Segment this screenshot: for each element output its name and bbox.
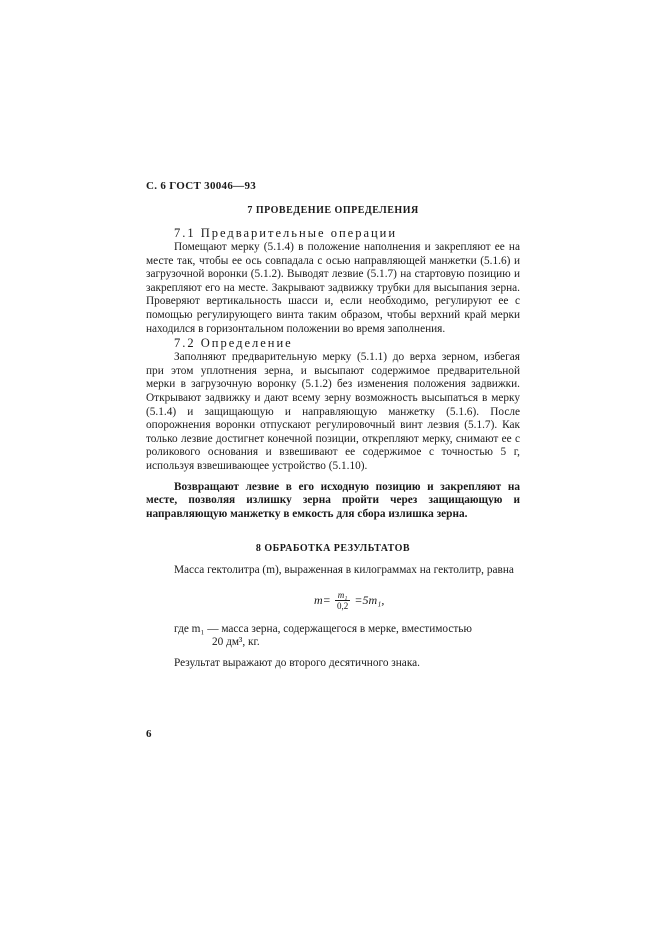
result-precision-note: Результат выражают до второго десятичного знака. xyxy=(174,657,420,670)
formula-legend-line-1: где m₁ — масса зерна, содержащегося в мерке, вместимостью xyxy=(174,622,472,635)
formula-denominator: 0,2 xyxy=(336,600,349,611)
formula-numerator: m₁ xyxy=(335,590,351,601)
subsection-7-2-text-2: Возвращают лезвие в его исходную позицию и закрепляют на месте, позволяя излишку зерна пройти через защищающую и направляющую манжетку в емкость для сбора излишка зерна. xyxy=(146,480,520,520)
section-7-title: 7 ПРОВЕДЕНИЕ ОПРЕДЕЛЕНИЯ xyxy=(247,205,419,216)
formula-legend xyxy=(146,623,520,650)
subsection-7-2-title: 7.2 Определение xyxy=(174,336,293,351)
hectolitre-mass-formula xyxy=(146,590,520,611)
formula-rhs: =5m₁, xyxy=(354,592,385,607)
formula-lhs: m= xyxy=(314,592,331,607)
subsection-7-1-title: 7.1 Предварительные операции xyxy=(174,226,398,240)
section-8-intro: Масса гектолитра (m), выраженная в килограммах на гектолитр, равна xyxy=(174,564,514,577)
running-header: С. 6 ГОСТ 30046—93 xyxy=(146,180,257,192)
subsection-7-2-text: Заполняют предварительную мерку (5.1.1) до верха зерном, избегая при этом уплотнения зерна, и высыпают содержимое предварительной мерки в загрузочную воронку (5.1.2) без изменения положения задвижки. Открывают задвижку и дают всему зерну возможность высыпаться в мерку (5.1.4) и защищающую и направляющую манжетку (5.1.6). После опорожнения воронки отпускают регулировочный винт лезвия (5.1.7). Как только лезвие достигнет конечной позиции, открепляют мерку, снимают ее с роликового основания и взвешивают ее содержимое с точностью 5 г, используя взвешивающее устройство (5.1.10). xyxy=(146,351,520,472)
section-8-title: 8 ОБРАБОТКА РЕЗУЛЬТАТОВ xyxy=(255,543,411,555)
page-number: 6 xyxy=(146,728,152,740)
formula-legend-line-2: 20 дм³, кг. xyxy=(212,636,260,649)
subsection-7-1-text: Помещают мерку (5.1.4) в положение наполнения и закрепляют ее на месте так, чтобы ее ось совпадала с осью направляющей манжетки (5.1.6) и загрузочной воронки (5.1.2). Выводят лезвие (5.1.7) на стартовую позицию и закрепляют его на месте. Закрывают задвижку трубки для высыпания зерна. Проверяют вертикальность шасси и, если необходимо, регулируют ее с помощью регулирующего винта таким образом, чтобы верхний край мерки находился в горизонтальном положении во время заполнения. xyxy=(146,241,520,335)
page-content xyxy=(146,205,520,671)
formula-fraction xyxy=(335,590,351,611)
